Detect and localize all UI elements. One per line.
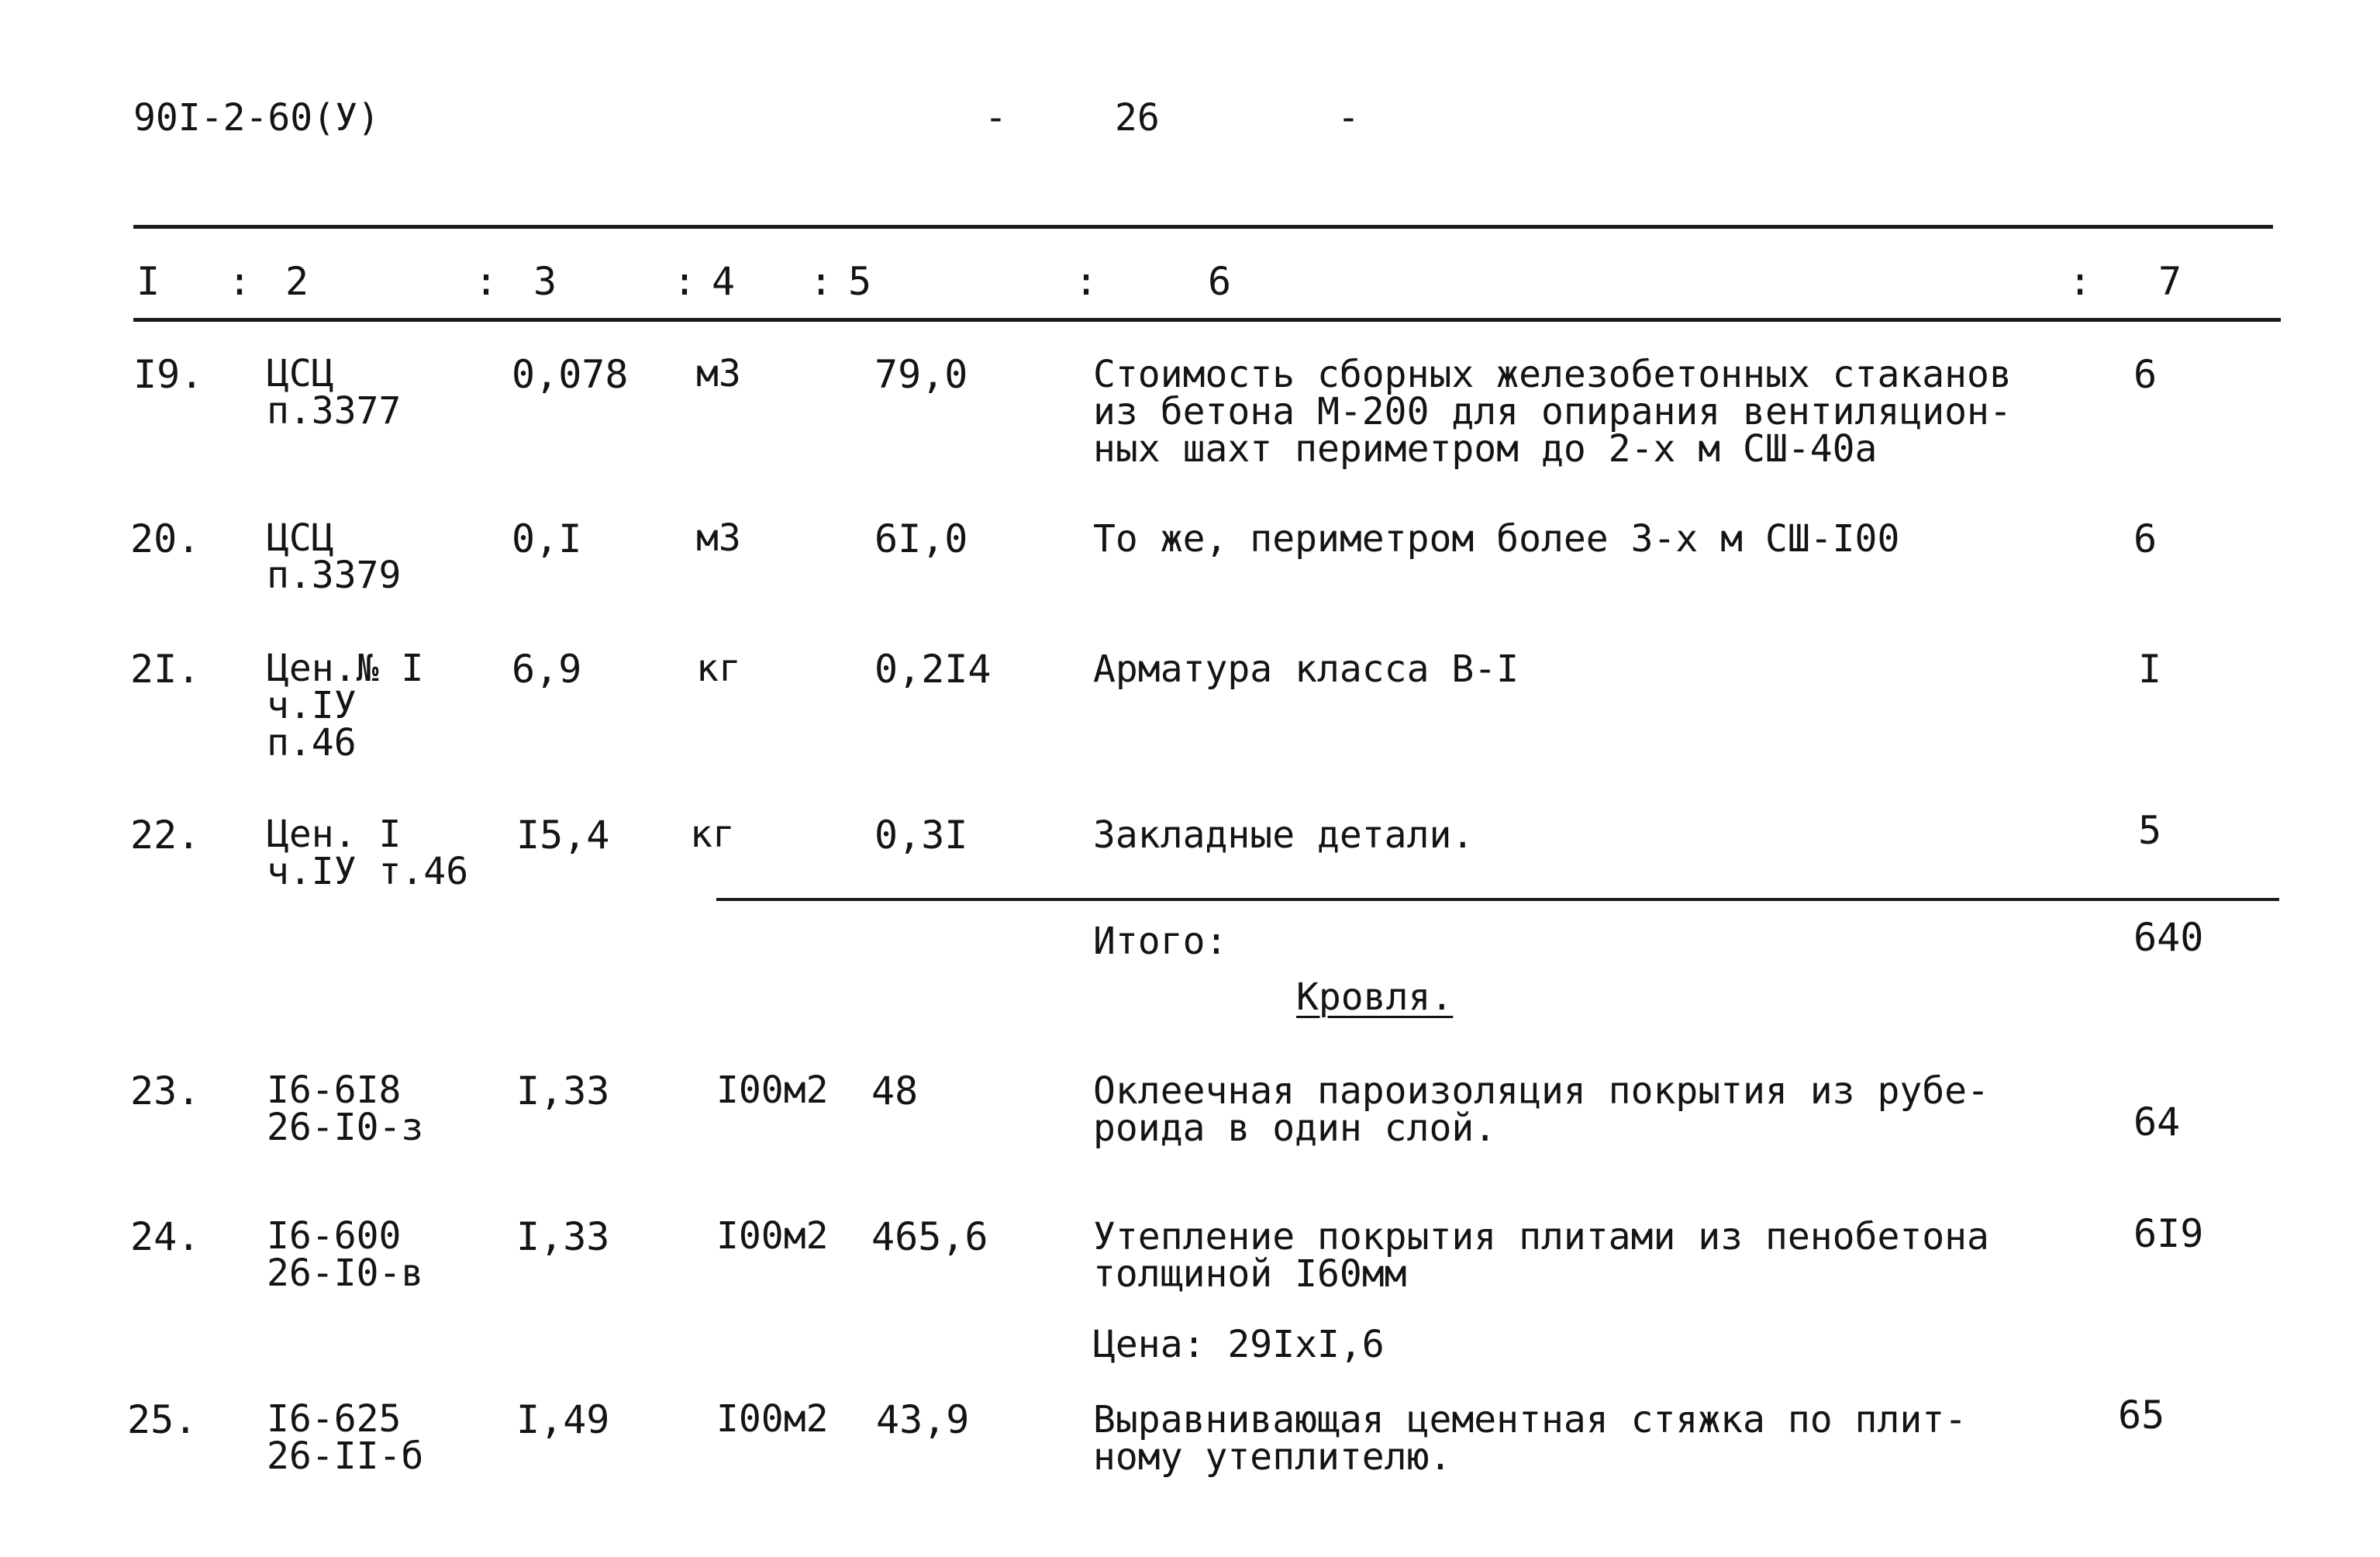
row-ref-line: ч.IУ т.46 <box>267 850 469 893</box>
row-ref-line: 26-I0-з <box>267 1106 424 1149</box>
row-ref-line: п.3377 <box>267 389 402 433</box>
page-dash-right: - <box>1337 96 1360 140</box>
row-description-line: из бетона М-200 для опирания вентиляцион- <box>1093 390 2012 433</box>
row-ref-line: 26-II-б <box>267 1434 424 1478</box>
row-description-line: Выравнивающая цементная стяжка по плит- <box>1093 1398 1968 1441</box>
col-header-7: 7 <box>2158 259 2182 304</box>
row-unit: I00м2 <box>716 1214 829 1258</box>
row-quantity: I,33 <box>516 1068 610 1113</box>
row-number: 2I. <box>130 647 201 692</box>
row-number: 23. <box>130 1068 201 1113</box>
col-header-5: 5 <box>848 259 872 304</box>
table-top-rule <box>133 225 2273 229</box>
page-dash-left: - <box>985 96 1007 140</box>
row-total: 6 <box>2133 352 2158 397</box>
page-number: 26 <box>1115 96 1160 140</box>
row-unit: I00м2 <box>716 1397 829 1441</box>
subtotal-value: 640 <box>2133 915 2204 960</box>
row-ref-line: Цен.№ I <box>267 647 424 690</box>
row-number: 24. <box>130 1214 201 1259</box>
row-quantity: 0,078 <box>512 352 629 397</box>
col-header-6: 6 <box>1208 259 1232 304</box>
row-ref-line: п.46 <box>267 721 357 765</box>
row-price: 0,3I <box>874 813 968 858</box>
row-quantity: I5,4 <box>516 813 610 858</box>
row-unit: кг <box>690 813 735 856</box>
row-ref-line: I6-625 <box>267 1397 402 1441</box>
row-unit: I00м2 <box>716 1068 829 1112</box>
row-total: 64 <box>2133 1100 2181 1144</box>
col-sep: : <box>1074 259 1099 304</box>
document-code: 90I-2-60(У) <box>133 96 380 140</box>
row-description-line: ному утеплителю. <box>1093 1435 1452 1479</box>
col-sep: : <box>474 259 498 304</box>
row-price: 43,9 <box>876 1397 970 1442</box>
subtotal-label: Итого: <box>1093 920 1228 963</box>
row-total: I <box>2138 647 2162 692</box>
row-description-line: ных шахт периметром до 2-х м СШ-40а <box>1093 427 1878 471</box>
row-quantity: I,49 <box>516 1397 610 1442</box>
section-title: Кровля. <box>1296 975 1454 1019</box>
row-price-note: Цена: 29IxI,6 <box>1093 1323 1385 1366</box>
row-total: 65 <box>2118 1393 2165 1438</box>
row-description-line: Оклеечная пароизоляция покрытия из рубе- <box>1093 1069 1989 1113</box>
row-ref-line: 26-I0-в <box>267 1251 424 1295</box>
row-number: 22. <box>130 813 201 858</box>
row-total: 6 <box>2133 516 2158 561</box>
col-sep: : <box>809 259 833 304</box>
row-unit: м3 <box>696 516 741 560</box>
row-price: 79,0 <box>874 352 968 397</box>
col-header-1: I <box>136 259 160 304</box>
row-price: 48 <box>871 1068 919 1113</box>
row-ref-line: п.3379 <box>267 554 402 597</box>
row-description-line: Арматура класса В-I <box>1093 647 1519 691</box>
col-header-4: 4 <box>712 259 736 304</box>
row-number: 20. <box>130 516 201 561</box>
row-price: 6I,0 <box>874 516 968 561</box>
row-quantity: I,33 <box>516 1214 610 1259</box>
row-price: 465,6 <box>871 1214 988 1259</box>
row-ref-line: ч.IУ <box>267 684 357 727</box>
row-total: 6I9 <box>2133 1211 2204 1256</box>
row-ref-line: I6-600 <box>267 1214 402 1258</box>
row-description-line: Утепление покрытия плитами из пенобетона <box>1093 1215 1989 1258</box>
row-ref-line: Цен. I <box>267 813 402 856</box>
row-unit: кг <box>696 647 741 690</box>
row-description-line: Закладные детали. <box>1093 813 1475 857</box>
header-bottom-rule <box>133 318 2281 322</box>
row-number: 25. <box>127 1397 198 1442</box>
row-total: 5 <box>2138 808 2162 853</box>
col-sep: : <box>673 259 697 304</box>
row-ref-line: ЦСЦ <box>267 516 334 560</box>
row-description-line: толщиной I60мм <box>1093 1252 1407 1296</box>
row-price: 0,2I4 <box>874 647 992 692</box>
row-description-line: роида в один слой. <box>1093 1106 1497 1150</box>
col-sep: : <box>228 259 252 304</box>
row-unit: м3 <box>696 352 741 395</box>
row-description-line: Стоимость сборных железобетонных стаканов <box>1093 353 2012 396</box>
row-number: I9. <box>133 352 204 397</box>
row-quantity: 6,9 <box>512 647 582 692</box>
row-quantity: 0,I <box>512 516 582 561</box>
col-sep: : <box>2068 259 2092 304</box>
col-header-3: 3 <box>533 259 557 304</box>
col-header-2: 2 <box>285 259 309 304</box>
row-ref-line: I6-6I8 <box>267 1068 402 1112</box>
subtotal-rule <box>716 898 2279 901</box>
row-description-line: То же, периметром более 3-х м СШ-I00 <box>1093 517 1900 561</box>
row-ref-line: ЦСЦ <box>267 352 334 395</box>
